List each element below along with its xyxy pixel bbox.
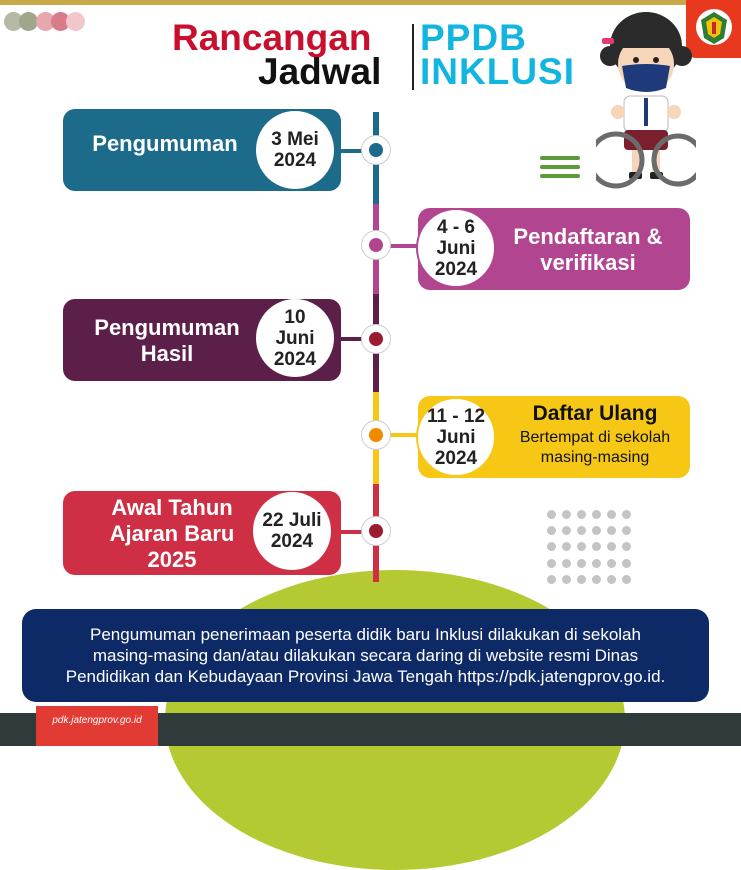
timeline-node [362, 517, 390, 545]
dot-grid-decor [547, 510, 637, 584]
connector [334, 530, 364, 534]
timeline-node [362, 136, 390, 164]
connector [388, 244, 418, 248]
note-line: Pendidikan dan Kebudayaan Provinsi Jawa Tengah https://pdk.jatengprov.go.id. [65, 667, 666, 686]
stage-date: 3 Mei 2024 [256, 111, 334, 189]
note-line: masing-masing dan/atau dilakukan secara daring di website resmi Dinas [92, 646, 639, 665]
decor-dot [66, 12, 85, 31]
footer-site-link[interactable]: pdk.jatengprov.go.id [36, 706, 158, 746]
timeline-node [362, 325, 390, 353]
title-inklusi: INKLUSI [420, 51, 575, 92]
stage-label: Daftar Ulang [532, 402, 658, 425]
stage-sublabel: Bertempat di sekolah masing-masing [519, 429, 671, 466]
wave-decor [540, 156, 580, 160]
stage-date: 22 Juli 2024 [253, 492, 331, 570]
connector [334, 337, 364, 341]
title-ppdb: PPDB [420, 17, 527, 58]
student-wheelchair-illustration [596, 4, 696, 194]
timeline-node [362, 231, 390, 259]
stage-date: 4 - 6 Juni 2024 [416, 208, 496, 288]
title-rancangan: Rancangan [172, 17, 372, 58]
announcement-note [22, 609, 709, 702]
stage-date: 10 Juni 2024 [256, 299, 334, 377]
stage-label: Pengumuman Hasil [94, 315, 240, 366]
wave-decor [540, 174, 580, 178]
title-divider [412, 24, 414, 90]
connector [388, 433, 418, 437]
stage-date: 11 - 12 Juni 2024 [416, 397, 496, 477]
stage-label: Awal Tahun Ajaran Baru 2025 [109, 495, 235, 572]
wave-decor [540, 165, 580, 169]
stage-label: Pendaftaran & verifikasi [513, 224, 663, 275]
note-line: Pengumuman penerimaan peserta didik baru Inklusi dilakukan di sekolah [90, 625, 641, 644]
timeline-node [362, 421, 390, 449]
connector [334, 149, 364, 153]
stage-label: Pengumuman [92, 131, 238, 156]
title-jadwal: Jadwal [258, 51, 382, 92]
